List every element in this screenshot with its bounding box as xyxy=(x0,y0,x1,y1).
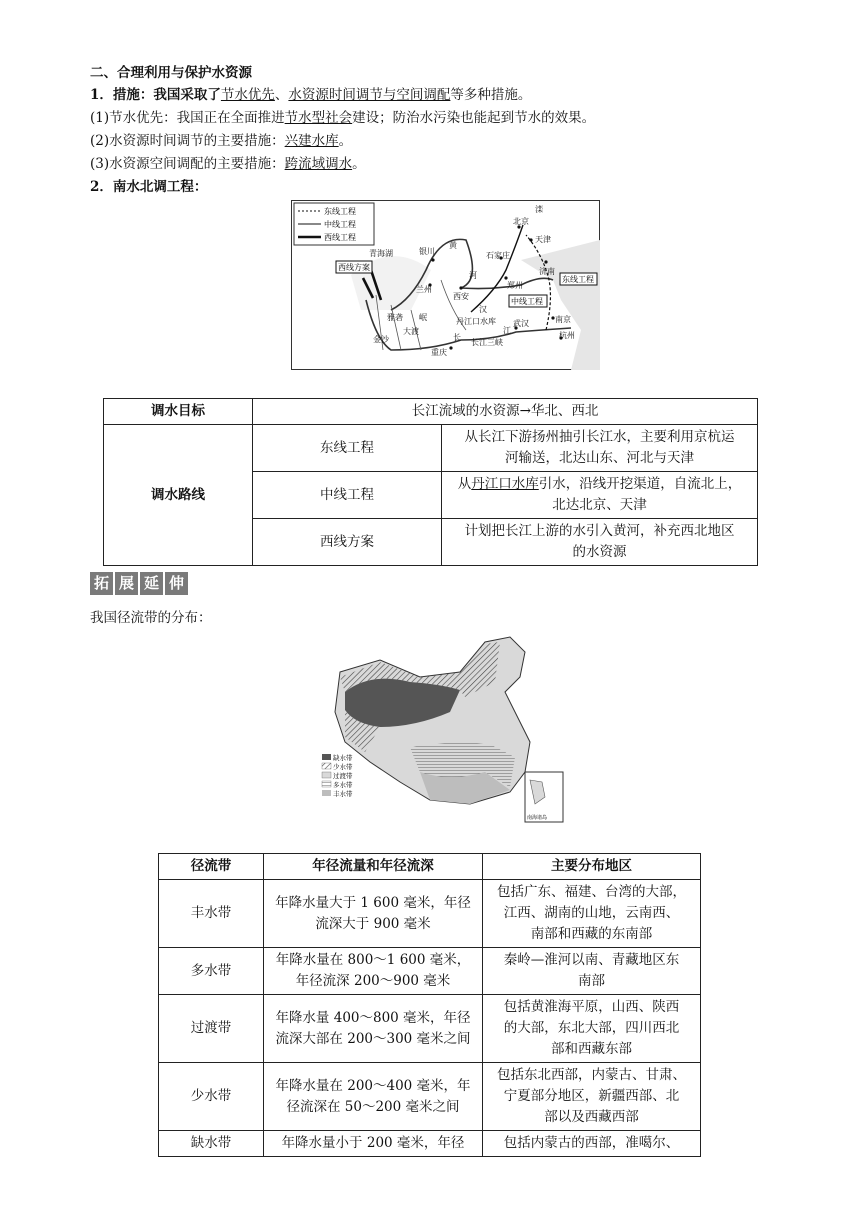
route-desc-post: 引水，沿线开挖渠道，自流北上， xyxy=(538,476,742,492)
legend-little: 少水带 xyxy=(333,763,353,771)
zone-flow xyxy=(264,948,483,995)
table-row xyxy=(159,1131,701,1157)
legend-swatch-little xyxy=(322,763,331,769)
label-east-route: 东线工程 xyxy=(562,275,594,284)
flow-line: 年降水量 400～800 毫米，年径 xyxy=(275,1009,471,1026)
flow-line: 年降水量小于 200 毫米，年径 xyxy=(281,1135,465,1151)
label-three-gorges: 长江三峡 xyxy=(471,338,503,347)
legend-swatch-much xyxy=(322,781,331,787)
table-header-row xyxy=(159,854,701,880)
legend-scarce: 缺水带 xyxy=(333,754,353,762)
route-desc-l2: 的水资源 xyxy=(572,544,627,560)
route-label: 调水路线 xyxy=(104,425,253,566)
label-min: 岷 xyxy=(419,313,427,322)
label-chang: 长 xyxy=(453,333,461,342)
label-shijiazhuang: 石家庄 xyxy=(486,251,510,260)
route-desc-l2: 北达北京、天津 xyxy=(552,497,647,513)
area-line: 部以及西藏西部 xyxy=(544,1109,639,1125)
badge-char: 拓 xyxy=(90,572,113,595)
route-name: 东线工程 xyxy=(253,425,442,472)
table-row xyxy=(159,948,701,995)
measures-prefix: 1．措施：我国采取了 xyxy=(90,87,221,103)
water-saving-line xyxy=(90,108,595,128)
table-row xyxy=(159,880,701,948)
zone-flow xyxy=(264,1131,483,1157)
label-beijing: 北京 xyxy=(513,217,529,226)
area-line: 南部 xyxy=(578,973,605,989)
header-area: 主要分布地区 xyxy=(483,854,701,880)
runoff-legend xyxy=(322,753,353,798)
flow-line: 径流深在 50～200 毫米之间 xyxy=(286,1098,460,1115)
measure-allocation: 水资源时间调节与空间调配 xyxy=(288,87,451,103)
legend-west: 西线工程 xyxy=(324,233,356,242)
label-luan: 滦 xyxy=(535,205,543,214)
space-regulation-prefix: (3)水资源空间调配的主要措施： xyxy=(90,156,285,172)
area-line: 秦岭—淮河以南、青藏地区东 xyxy=(503,952,680,968)
zone-name: 过渡带 xyxy=(159,995,264,1063)
label-han: 汉 xyxy=(479,305,487,314)
table-row xyxy=(104,399,758,425)
area-line: 南部和西藏的东南部 xyxy=(530,926,653,942)
legend-abundant: 丰水带 xyxy=(333,790,353,798)
label-yalong: 雅砻 xyxy=(387,313,403,322)
label-he: 河 xyxy=(469,271,477,280)
legend-much: 多水带 xyxy=(333,781,353,789)
label-yinchuan: 银川 xyxy=(419,247,435,256)
zone-name: 多水带 xyxy=(159,948,264,995)
label-nanjing: 南京 xyxy=(555,315,571,324)
zone-name: 丰水带 xyxy=(159,880,264,948)
route-desc-underline: 丹江口水库 xyxy=(471,476,539,492)
route-desc xyxy=(442,472,758,519)
zone-name: 少水带 xyxy=(159,1063,264,1131)
legend-east: 东线工程 xyxy=(324,207,356,216)
route-desc-l2: 河输送，北达山东、河北与天津 xyxy=(505,450,694,466)
label-jinan: 济南 xyxy=(539,267,555,276)
area-line: 宁夏部分地区，新疆西部、北 xyxy=(503,1088,680,1104)
runoff-intro: 我国径流带的分布： xyxy=(90,610,212,626)
section-heading: 二、合理利用与保护水资源 xyxy=(90,65,252,81)
label-xian: 西安 xyxy=(453,292,469,301)
route-desc-l1: 计划把长江上游的水引入黄河，补充西北地区 xyxy=(464,523,735,539)
route-name: 西线方案 xyxy=(253,519,442,566)
zone-area xyxy=(483,880,701,948)
area-line: 包括广东、福建、台湾的大部， xyxy=(497,884,686,900)
measures-line xyxy=(90,85,531,105)
label-jinsha: 金沙 xyxy=(373,335,389,344)
route-name: 中线工程 xyxy=(253,472,442,519)
label-dadu: 大渡 xyxy=(403,327,419,336)
zone-area xyxy=(483,1063,701,1131)
zone-area xyxy=(483,995,701,1063)
runoff-zone-table xyxy=(158,853,701,1157)
water-saving-society: 节水型社会 xyxy=(284,110,353,126)
water-transfer-table xyxy=(103,398,758,566)
badge-char: 延 xyxy=(140,572,163,595)
label-wuhan: 武汉 xyxy=(513,319,529,328)
area-line: 包括东北西部，内蒙古、甘肃、 xyxy=(497,1067,686,1083)
inter-basin-term: 跨流域调水 xyxy=(284,156,353,172)
area-line: 部和西藏东部 xyxy=(551,1041,632,1057)
legend-swatch-transition xyxy=(322,772,331,778)
time-regulation-prefix: (2)水资源时间调节的主要措施： xyxy=(90,133,285,149)
extension-badge xyxy=(90,572,188,595)
zone-flow xyxy=(264,1063,483,1131)
zone-flow xyxy=(264,995,483,1063)
runoff-zone-map xyxy=(320,632,570,832)
header-flow: 年径流量和年径流深 xyxy=(264,854,483,880)
label-danjiangkou: 丹江口水库 xyxy=(456,317,496,326)
label-tianjin: 天津 xyxy=(535,235,551,244)
label-zhengzhou: 郑州 xyxy=(507,281,523,290)
zone-area xyxy=(483,948,701,995)
water-saving-suffix: 建设；防治水污染也能起到节水的效果。 xyxy=(352,110,596,126)
label-hangzhou: 杭州 xyxy=(559,331,575,340)
space-regulation-line xyxy=(90,154,366,174)
flow-line: 年径流深 200～900 毫米 xyxy=(295,973,451,989)
route-desc xyxy=(442,519,758,566)
legend-middle: 中线工程 xyxy=(324,220,356,229)
legend-swatch-scarce xyxy=(322,754,331,760)
area-line: 江西、湖南的山地，云南西、 xyxy=(503,905,680,921)
water-saving-prefix: (1)节水优先：我国正在全面推进 xyxy=(90,110,285,126)
header-zone: 径流带 xyxy=(159,854,264,880)
south-north-heading: 2．南水北调工程： xyxy=(90,179,208,195)
flow-line: 流深大部在 200～300 毫米之间 xyxy=(275,1030,471,1047)
measure-water-saving: 节水优先 xyxy=(220,87,275,103)
inset-label: 南海诸岛 xyxy=(527,815,548,821)
area-line: 的大部，东北大部，四川西北 xyxy=(503,1020,680,1036)
area-line: 包括黄淮海平原，山西、陕西 xyxy=(503,999,680,1015)
flow-line: 年降水量在 200～400 毫米，年 xyxy=(275,1077,471,1094)
label-jiang: 江 xyxy=(503,326,511,335)
south-north-transfer-map xyxy=(291,200,600,370)
label-middle-route: 中线工程 xyxy=(511,297,543,306)
measures-sep: 、 xyxy=(274,87,289,103)
flow-line: 流深大于 900 毫米 xyxy=(315,915,431,932)
target-label: 调水目标 xyxy=(104,399,253,425)
table-row xyxy=(104,425,758,472)
label-qinghai-lake: 青海湖 xyxy=(369,249,393,258)
measures-suffix: 等多种措施。 xyxy=(450,87,532,103)
label-west-plan: 西线方案 xyxy=(338,263,370,272)
space-regulation-suffix: 。 xyxy=(352,156,366,172)
time-regulation-suffix: 。 xyxy=(338,133,353,149)
zone-name: 缺水带 xyxy=(159,1131,264,1157)
route-desc xyxy=(442,425,758,472)
target-value: 长江流域的水资源→华北、西北 xyxy=(253,399,758,425)
zone-area xyxy=(483,1131,701,1157)
badge-char: 展 xyxy=(115,572,138,595)
legend-swatch-abundant xyxy=(322,790,331,796)
table-row xyxy=(159,995,701,1063)
reservoir-term: 兴建水库 xyxy=(284,133,339,149)
label-lanzhou: 兰州 xyxy=(416,285,432,294)
route-desc-pre: 从 xyxy=(457,476,472,492)
flow-line: 年降水量在 800～1 600 毫米， xyxy=(275,952,471,968)
label-huang: 黄 xyxy=(449,241,457,250)
time-regulation-line xyxy=(90,131,352,151)
badge-char: 伸 xyxy=(165,572,188,595)
table-row xyxy=(159,1063,701,1131)
label-chongqing: 重庆 xyxy=(431,348,447,357)
zone-flow xyxy=(264,880,483,948)
area-line: 包括内蒙古的西部，准噶尔、 xyxy=(503,1135,680,1151)
flow-line: 年降水量大于 1 600 毫米，年径 xyxy=(275,894,471,911)
legend-transition: 过渡带 xyxy=(333,772,353,780)
route-desc-l1: 从长江下游扬州抽引长江水，主要利用京杭运 xyxy=(464,429,735,445)
